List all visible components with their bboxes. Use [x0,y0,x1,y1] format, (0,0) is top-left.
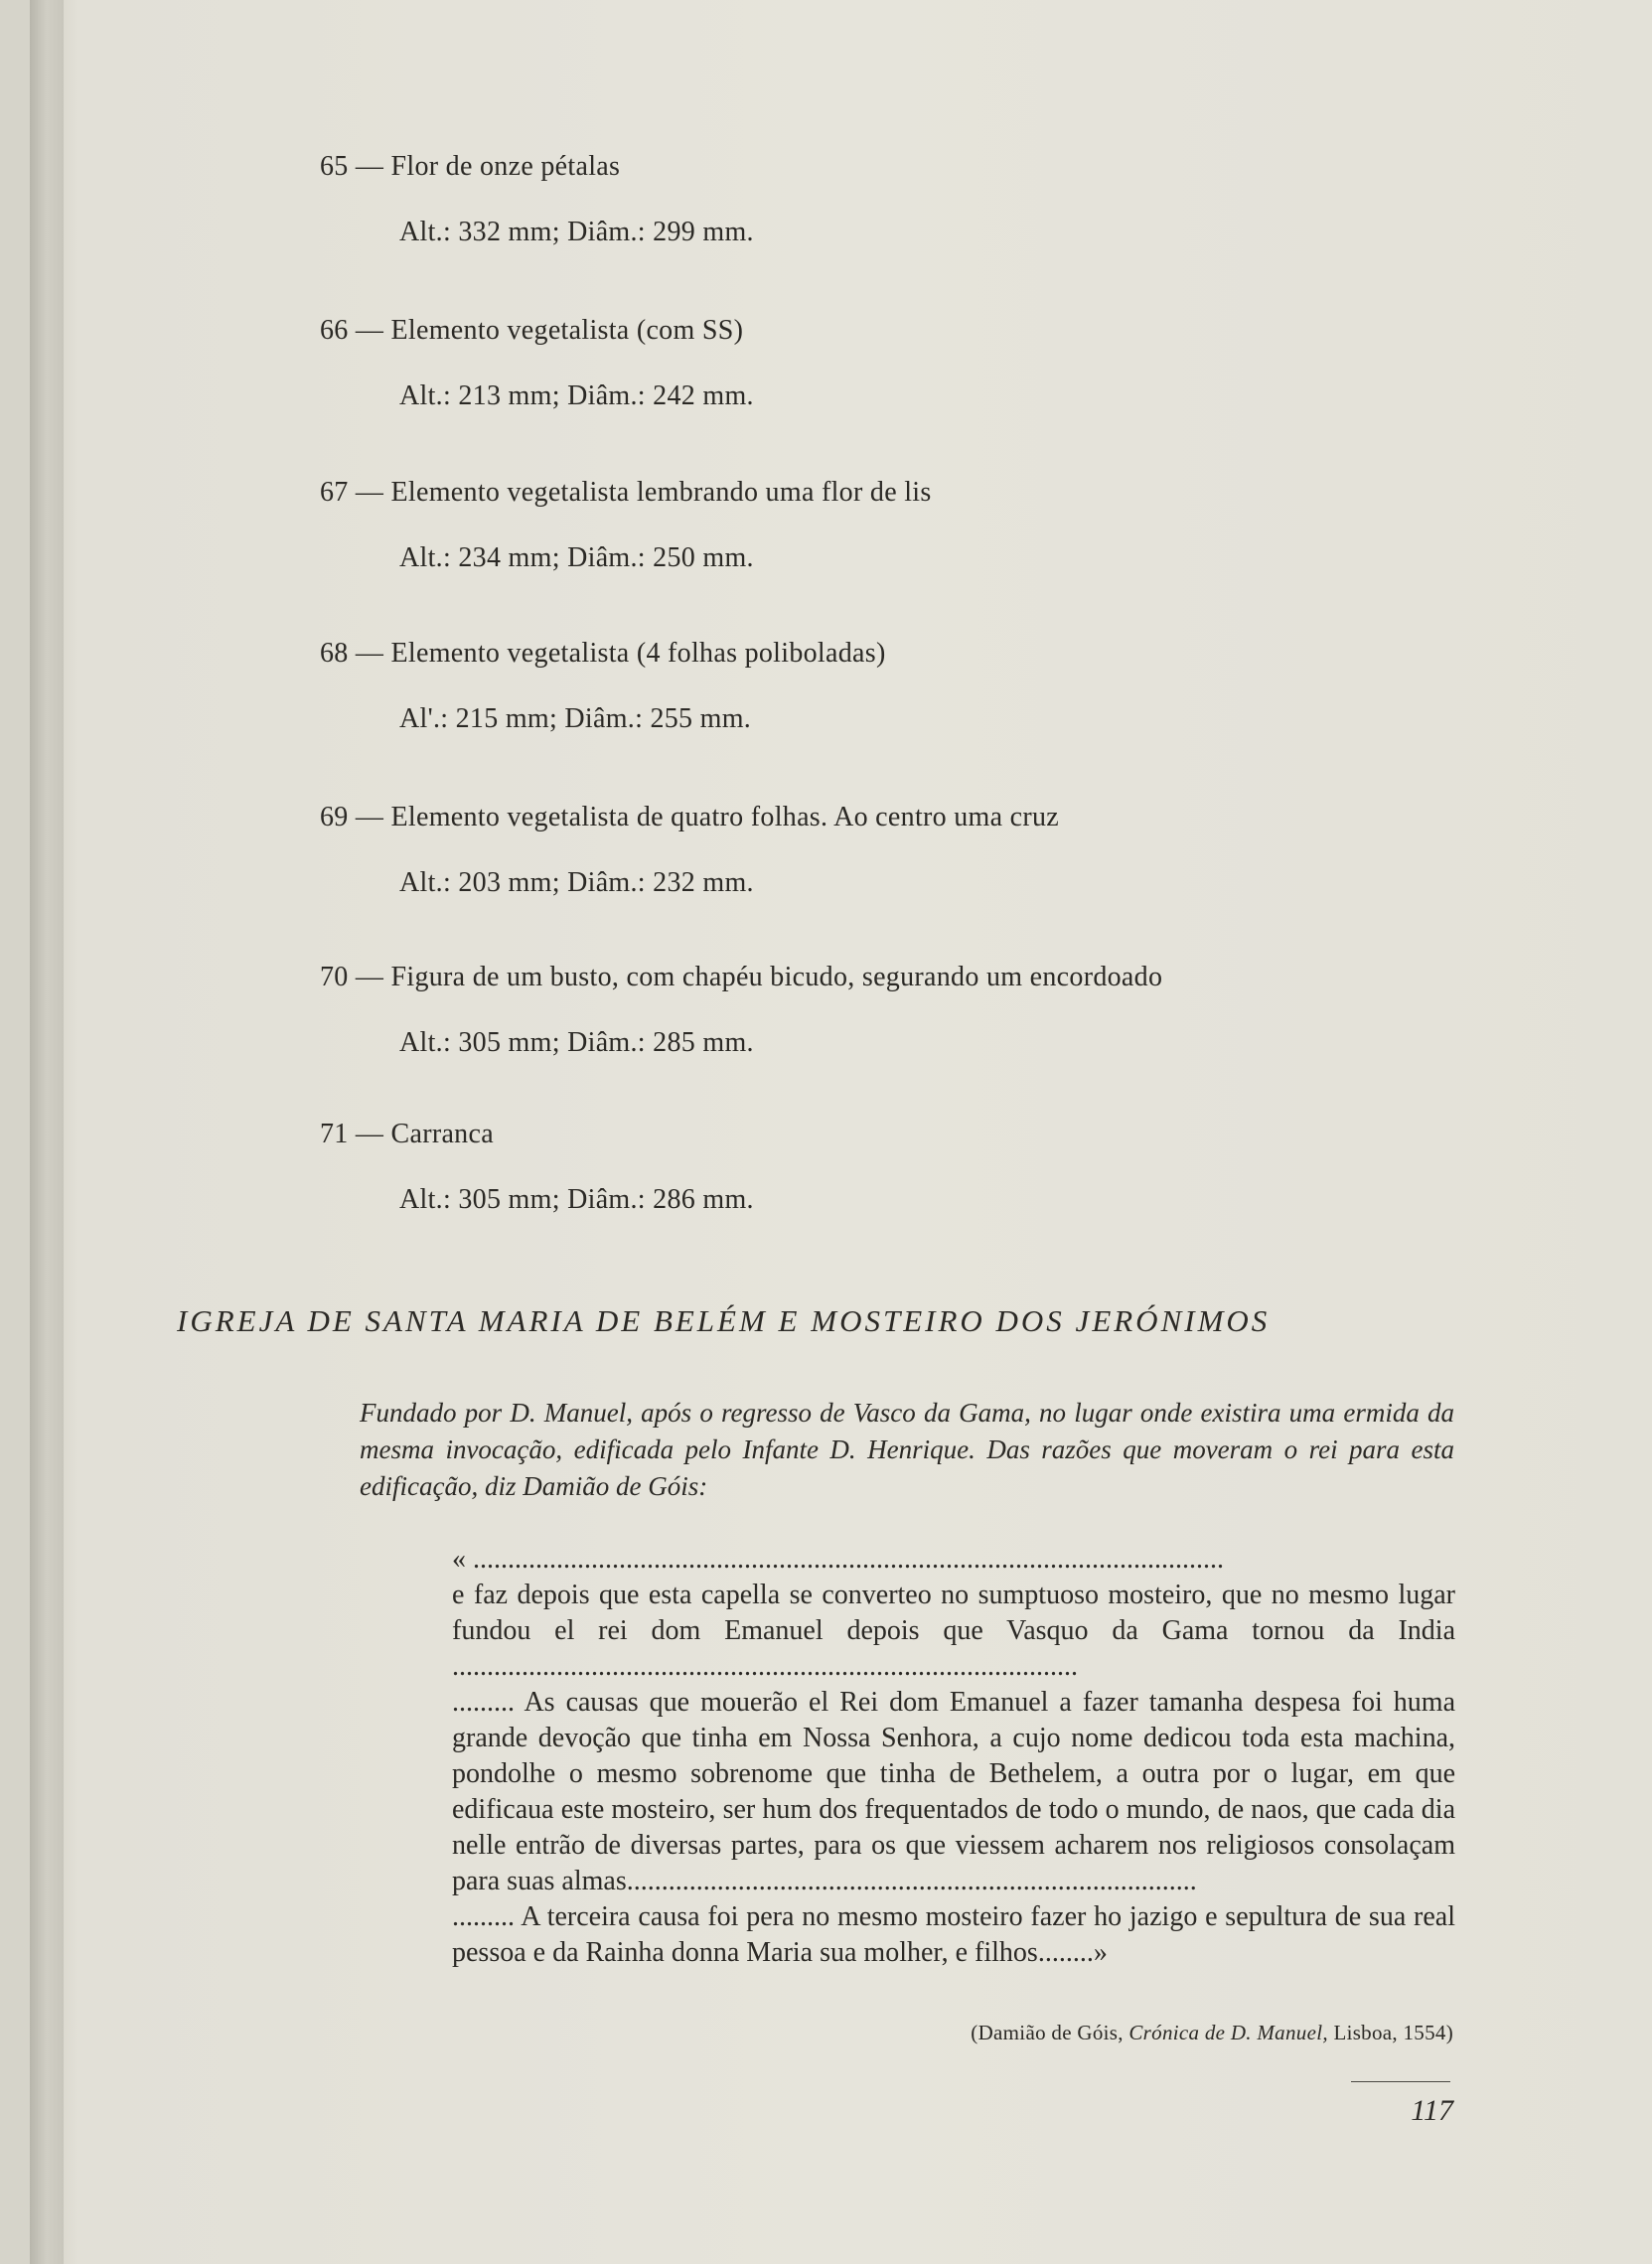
item-dimensions: Alt.: 305 mm; Diâm.: 286 mm. [399,1184,754,1215]
item-title: 69 — Elemento vegetalista de quatro folhas. Ao centro uma cruz [320,802,1060,832]
page-number: 117 [1411,2094,1453,2127]
catalog-item-65 [320,151,754,248]
item-title: 70 — Figura de um busto, com chapéu bicudo, segurando um encordoado [320,962,1163,992]
footer-rule [1351,2081,1450,2082]
intro-paragraph: Fundado por D. Manuel, após o regresso de Vasco da Gama, no lugar onde existira uma ermida da mesma invocação, edificada pelo Infante D. Henrique. Das razões que moveram o rei para esta edificação, diz Damião de Góis: [360,1398,1454,1501]
citation-close: Lisboa, 1554) [1327,2021,1453,2044]
catalog-item-69 [320,802,1059,899]
item-dimensions: Alt.: 213 mm; Diâm.: 242 mm. [399,380,754,411]
item-dimensions: Alt.: 305 mm; Diâm.: 285 mm. [399,1027,754,1058]
catalog-item-68 [320,638,886,735]
citation [971,2021,1453,2045]
citation-work-title: Crónica de D. Manuel, [1128,2021,1328,2044]
item-dimensions: Alt.: 332 mm; Diâm.: 299 mm. [399,217,754,247]
section-heading: IGREJA DE SANTA MARIA DE BELÉM E MOSTEIRO DOS JERÓNIMOS [177,1303,1271,1338]
quote-line: « ............................................................................................................ [452,1544,1224,1575]
quotation-block [452,1542,1455,1971]
item-title: 68 — Elemento vegetalista (4 folhas poliboladas) [320,638,886,669]
catalog-item-67 [320,477,932,574]
page-spine [30,0,64,2264]
quote-paragraph: ......... A terceira causa foi pera no mesmo mosteiro fazer ho jazigo e sepultura de sua real pessoa e da Rainha donna Maria sua molher, e filhos........» [452,1901,1455,1968]
item-title: 66 — Elemento vegetalista (com SS) [320,315,744,346]
catalog-item-71 [320,1119,754,1216]
item-dimensions: Alt.: 234 mm; Diâm.: 250 mm. [399,542,754,573]
item-title: 71 — Carranca [320,1119,494,1149]
catalog-item-66 [320,315,754,412]
item-title: 65 — Flor de onze pétalas [320,151,621,182]
catalog-item-70 [320,962,1162,1059]
item-dimensions: Al'.: 215 mm; Diâm.: 255 mm. [399,703,752,734]
quote-paragraph: e faz depois que esta capella se converteo no sumptuoso mosteiro, que no mesmo lugar fundou el rei dom Emanuel depois que Vasquo da Gama tornou da India .......................................................................................... [452,1580,1455,1682]
quote-paragraph: ......... As causas que mouerão el Rei dom Emanuel a fazer tamanha despesa foi huma grande devoção que tinha em Nossa Senhora, a cujo nome dedicou toda esta machina, pondolhe o mesmo sobrenome que tinha de Bethelem, a outra por o lugar, em que edificaua este mosteiro, ser hum dos frequentados de todo o mundo, de naos, que cada dia nelle entrão de diversas partes, para os que viessem acharem nos religiosos consolaçam para suas almas.................................................................................. [452,1687,1455,1896]
item-title: 67 — Elemento vegetalista lembrando uma flor de lis [320,477,932,508]
citation-open: (Damião de Góis, [971,2021,1129,2044]
item-dimensions: Alt.: 203 mm; Diâm.: 232 mm. [399,867,754,898]
